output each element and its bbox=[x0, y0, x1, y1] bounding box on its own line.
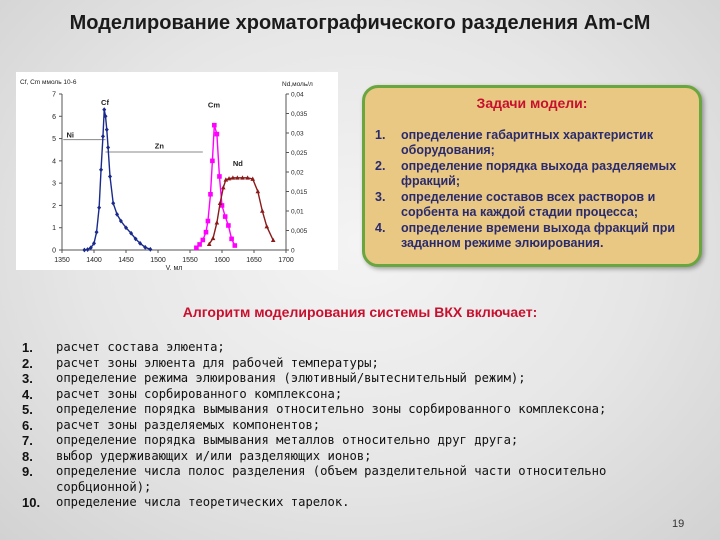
data-point-cf bbox=[106, 145, 110, 150]
data-point-cf bbox=[97, 205, 101, 210]
y-left-tick-label: 5 bbox=[52, 136, 56, 144]
y-right-axis-label: Nd,моль/л bbox=[282, 81, 313, 88]
tasks-title: Задачи модели: bbox=[476, 95, 588, 111]
label-zn: Zn bbox=[154, 141, 164, 151]
task-number: 2. bbox=[375, 159, 386, 173]
y-right-tick-label: 0,02 bbox=[291, 169, 304, 177]
y-left-tick-label: 2 bbox=[52, 202, 56, 210]
data-point-cm bbox=[215, 132, 220, 137]
step-text: определение числа полос разделения (объем разделительной части относительно сорбционной); bbox=[56, 464, 607, 494]
y-right-tick-label: 0 bbox=[291, 247, 295, 255]
data-point-cm bbox=[201, 238, 206, 243]
data-point-nd bbox=[221, 185, 226, 189]
chromatogram-svg bbox=[16, 72, 338, 270]
x-tick-label: 1600 bbox=[214, 257, 230, 264]
y-left-tick-label: 4 bbox=[52, 158, 56, 166]
step-text: определение числа теоретических тарелок. bbox=[56, 495, 350, 509]
task-number: 4. bbox=[375, 221, 386, 235]
step-text: выбор удерживающих и/или разделяющих ионов; bbox=[56, 448, 372, 463]
data-point-cm bbox=[233, 243, 238, 248]
step-number: 10. bbox=[22, 495, 41, 510]
x-tick-label: 1650 bbox=[246, 257, 262, 264]
step-number: 2. bbox=[22, 355, 33, 371]
algorithm-step bbox=[22, 371, 702, 387]
slide-title: Моделирование хроматографического разделения Am-cM bbox=[69, 12, 651, 34]
data-point-cf bbox=[111, 201, 115, 206]
y-left-tick-label: 6 bbox=[52, 113, 56, 121]
chromatogram-chart bbox=[16, 72, 338, 270]
x-tick-label: 1550 bbox=[182, 257, 198, 264]
data-point-cm bbox=[204, 230, 209, 235]
task-text: определение времени выхода фракций при заданном режиме элюирования. bbox=[401, 221, 676, 250]
y-left-axis-label: Cf, Cm ммоль 10-6 bbox=[20, 79, 77, 86]
y-left-tick-label: 7 bbox=[52, 91, 56, 99]
x-axis-label: V, мл bbox=[165, 265, 183, 270]
task-text: определение порядка выхода разделяемых фракций; bbox=[401, 159, 677, 188]
task-text: определение габаритных характеристик оборудования; bbox=[401, 128, 654, 157]
step-number: 4. bbox=[22, 386, 33, 402]
y-right-tick-label: 0,025 bbox=[291, 150, 308, 157]
step-text: расчет зоны сорбированного комплексона; bbox=[56, 386, 343, 401]
data-point-cm bbox=[208, 192, 213, 197]
page-number: 19 bbox=[672, 518, 685, 530]
step-number: 7. bbox=[22, 433, 33, 448]
x-tick-label: 1450 bbox=[118, 257, 134, 264]
data-point-cf bbox=[99, 167, 103, 172]
algorithm-step bbox=[22, 402, 702, 418]
data-point-cf bbox=[105, 127, 109, 132]
algorithm-step bbox=[22, 464, 702, 495]
y-right-tick-label: 0,015 bbox=[291, 189, 308, 196]
step-number: 9. bbox=[22, 464, 33, 479]
step-number: 3. bbox=[22, 371, 33, 386]
data-point-cf bbox=[82, 248, 86, 253]
x-tick-label: 1700 bbox=[278, 257, 294, 264]
algorithm-steps bbox=[22, 340, 702, 511]
step-number: 6. bbox=[22, 417, 33, 433]
task-number: 1. bbox=[375, 128, 386, 142]
task-number: 3. bbox=[375, 190, 386, 204]
label-nd: Nd bbox=[232, 159, 243, 169]
y-right-tick-label: 0,04 bbox=[291, 91, 304, 99]
task-item bbox=[375, 221, 691, 251]
tasks-panel bbox=[362, 85, 702, 267]
data-point-cm bbox=[197, 242, 202, 247]
step-number: 1. bbox=[22, 340, 33, 355]
step-number: 8. bbox=[22, 448, 33, 464]
y-right-tick-label: 0,01 bbox=[291, 208, 304, 216]
data-point-nd bbox=[265, 224, 270, 228]
task-item bbox=[375, 159, 691, 189]
task-item bbox=[375, 128, 691, 158]
y-left-tick-label: 3 bbox=[52, 180, 56, 188]
data-point-cf bbox=[95, 230, 99, 235]
step-text: определение порядка вымывания относительно зоны сорбированного комплексона; bbox=[56, 402, 607, 416]
algorithm-step bbox=[22, 356, 702, 372]
step-number: 5. bbox=[22, 402, 33, 417]
data-point-cf bbox=[148, 247, 152, 252]
data-point-cm bbox=[223, 214, 228, 219]
algorithm-step bbox=[22, 418, 702, 434]
task-text: определение составов всех растворов и сорбента на каждой стадии процесса; bbox=[401, 190, 656, 219]
data-point-nd bbox=[215, 220, 220, 224]
data-point-cf bbox=[102, 107, 106, 112]
tasks-list bbox=[375, 128, 691, 252]
data-point-nd bbox=[260, 209, 265, 213]
data-point-nd bbox=[211, 236, 216, 240]
x-tick-label: 1500 bbox=[150, 257, 166, 264]
algorithm-step bbox=[22, 449, 702, 465]
label-cf: Cf bbox=[101, 98, 109, 108]
y-right-tick-label: 0,035 bbox=[291, 111, 308, 118]
step-text: определение порядка вымывания металлов относительно друг друга; bbox=[56, 433, 519, 447]
algorithm-step bbox=[22, 387, 702, 403]
y-left-tick-label: 1 bbox=[52, 225, 56, 233]
step-text: расчет зоны разделяемых компонентов; bbox=[56, 417, 321, 432]
step-text: расчет состава элюента; bbox=[56, 340, 225, 354]
y-left-tick-label: 0 bbox=[52, 247, 56, 255]
data-point-cm bbox=[226, 223, 231, 228]
data-point-cm bbox=[210, 159, 215, 164]
x-tick-label: 1400 bbox=[86, 257, 102, 264]
data-point-nd bbox=[256, 189, 261, 193]
algorithm-step bbox=[22, 433, 702, 449]
data-point-cm bbox=[212, 123, 217, 128]
y-right-tick-label: 0,005 bbox=[291, 228, 308, 235]
task-item bbox=[375, 190, 691, 220]
step-text: определение режима элюирования (элютивный/вытеснительный режим); bbox=[56, 371, 526, 385]
data-point-cf bbox=[108, 174, 112, 179]
series-line-cf bbox=[84, 110, 150, 250]
algorithm-title: Алгоритм моделирования системы ВКХ включает: bbox=[182, 304, 538, 320]
data-point-cm bbox=[206, 219, 211, 224]
algorithm-step bbox=[22, 495, 702, 511]
step-text: расчет зоны элюента для рабочей температуры; bbox=[56, 355, 379, 370]
data-point-cm bbox=[217, 174, 222, 179]
label-cm: Cm bbox=[207, 100, 221, 110]
data-point-cm bbox=[229, 237, 234, 242]
y-right-tick-label: 0,03 bbox=[291, 130, 304, 138]
label-ni: Ni bbox=[66, 130, 74, 140]
data-point-cf bbox=[101, 134, 105, 139]
algorithm-step bbox=[22, 340, 702, 356]
x-tick-label: 1350 bbox=[54, 257, 70, 264]
